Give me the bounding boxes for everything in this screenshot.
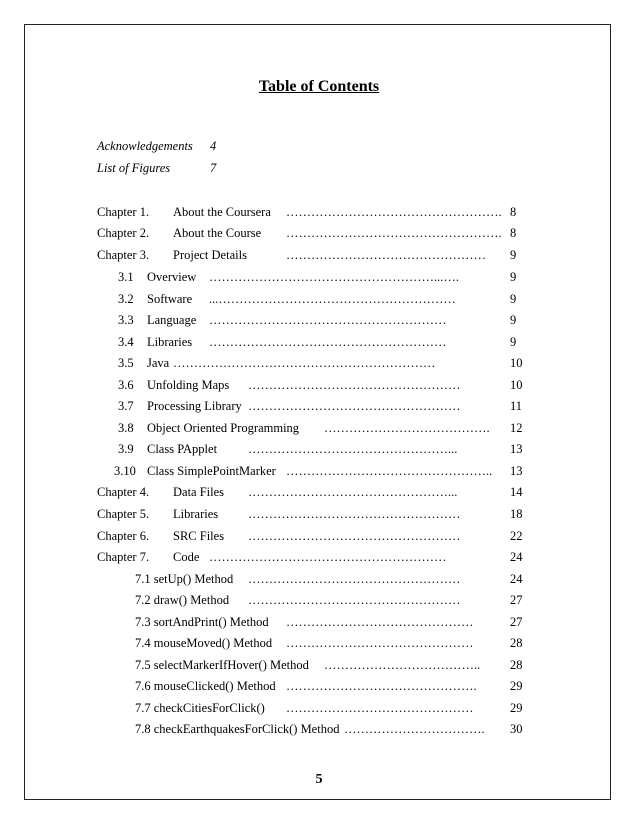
toc-entry-number: 3.2: [118, 292, 134, 306]
toc-entry-number: 3.7: [118, 399, 134, 413]
page-title: Table of Contents: [258, 78, 380, 95]
toc-entry-page: 13: [510, 464, 523, 478]
toc-entry-title: Class PApplet: [147, 442, 218, 456]
toc-entry-leader: …………………………….: [344, 722, 485, 736]
toc-entry-leader: ……………………………………………: [248, 378, 461, 392]
toc-entry-page: 9: [510, 292, 517, 306]
toc-entry-title: 7.5 selectMarkerIfHover() Method: [135, 658, 309, 672]
front-acknowledgements-page: 4: [210, 139, 217, 153]
toc-entry-title: 7.8 checkEarthquakesForClick() Method: [135, 722, 340, 736]
toc-entry-title: 7.7 checkCitiesForClick(): [135, 701, 265, 715]
toc-entry-page: 10: [510, 356, 523, 370]
toc-entry-leader: ………………………………………: [286, 636, 474, 650]
toc-entry-page: 24: [510, 572, 523, 586]
toc-entry-number: 3.8: [118, 421, 134, 435]
toc-entry-title: Overview: [147, 270, 197, 284]
toc-entry-number: Chapter 6.: [97, 529, 150, 543]
toc-entry-number: Chapter 5.: [97, 507, 150, 521]
toc-entry-number: Chapter 7.: [97, 550, 150, 564]
toc-entry-leader: …………………………………………………: [209, 313, 447, 327]
toc-entry-number: 3.4: [118, 335, 134, 349]
toc-entry-title: Class SimplePointMarker: [147, 464, 276, 478]
toc-entry-leader: ……………………………………………: [248, 593, 461, 607]
toc-entry-page: 9: [510, 335, 517, 349]
toc-entry-title: SRC Files: [173, 529, 225, 543]
toc-entry-title: Data Files: [173, 485, 225, 499]
toc-entry-leader: ………………………………………: [286, 701, 474, 715]
toc-entry-title: About the Course: [173, 226, 262, 240]
toc-entry-leader: ……………………………………………: [248, 507, 461, 521]
toc-entry-title: Object Oriented Programming: [147, 421, 300, 435]
toc-entry-leader: …………………………………………….: [286, 226, 502, 240]
toc-entry-leader: …………………………………………………: [209, 335, 447, 349]
toc-entry-page: 14: [510, 485, 523, 499]
toc-entry-title: 7.6 mouseClicked() Method: [135, 679, 276, 693]
toc-entry-leader: ……………………………………………: [248, 572, 461, 586]
toc-entry-page: 29: [510, 679, 523, 693]
toc-entry-page: 28: [510, 658, 523, 672]
toc-entry-number: 3.9: [118, 442, 134, 456]
front-acknowledgements-label: Acknowledgements: [97, 139, 193, 153]
toc-entry-page: 24: [510, 550, 523, 564]
toc-entry-page: 28: [510, 636, 523, 650]
toc-entry-number: 3.6: [118, 378, 134, 392]
toc-entry-number: 3.10: [114, 464, 136, 478]
toc-entry-page: 8: [510, 226, 517, 240]
toc-entry-page: 30: [510, 722, 523, 736]
toc-entry-leader: …………………………………………………: [209, 550, 447, 564]
toc-entry-leader: …………………………………………...: [248, 442, 458, 456]
toc-entry-title: 7.4 mouseMoved() Method: [135, 636, 273, 650]
front-figures-page: 7: [210, 161, 217, 175]
toc-entry-leader: ……………………………………….: [286, 679, 477, 693]
toc-entry-number: Chapter 1.: [97, 205, 150, 219]
toc-entry-title: Code: [173, 550, 200, 564]
toc-entry-leader: ………………………………….: [324, 421, 490, 435]
toc-entry-title: Language: [147, 313, 197, 327]
toc-entry-title: 7.3 sortAndPrint() Method: [135, 615, 269, 629]
page-number: 5: [315, 772, 323, 787]
toc-entry-leader: ……………………………………………: [248, 529, 461, 543]
toc-entry-page: 27: [510, 615, 523, 629]
toc-entry-number: Chapter 4.: [97, 485, 150, 499]
toc-entry-number: Chapter 2.: [97, 226, 150, 240]
toc-entry-number: Chapter 3.: [97, 248, 150, 262]
toc-entry-leader: ………………………………..: [324, 658, 481, 672]
toc-entry-page: 9: [510, 248, 517, 262]
toc-entry-title: Libraries: [147, 335, 193, 349]
toc-entry-title: About the Coursera: [173, 205, 271, 219]
toc-entry-number: 3.3: [118, 313, 134, 327]
toc-entry-leader: ………………………………………………………: [173, 356, 436, 370]
toc-entry-leader: …………………………………………: [286, 248, 486, 262]
toc-entry-page: 13: [510, 442, 523, 456]
toc-entry-leader: …………………………………………….: [286, 205, 502, 219]
toc-entry-page: 29: [510, 701, 523, 715]
toc-entry-title: Unfolding Maps: [147, 378, 230, 392]
toc-entry-title: Java: [147, 356, 170, 370]
toc-entry-title: Software: [147, 292, 193, 306]
toc-entry-page: 9: [510, 313, 517, 327]
toc-entry-leader: ………………………………………: [286, 615, 474, 629]
toc-entry-page: 12: [510, 421, 523, 435]
front-figures-label: List of Figures: [97, 161, 171, 175]
toc-entry-leader: ……………………………………………: [248, 399, 461, 413]
toc-entry-title: Processing Library: [147, 399, 242, 413]
toc-entry-title: Project Details: [173, 248, 247, 262]
toc-entry-page: 8: [510, 205, 517, 219]
toc-entry-page: 10: [510, 378, 523, 392]
toc-entry-page: 9: [510, 270, 517, 284]
toc-entry-title: 7.2 draw() Method: [135, 593, 230, 607]
toc-entry-title: Libraries: [173, 507, 219, 521]
toc-entry-page: 18: [510, 507, 523, 521]
toc-entry-page: 22: [510, 529, 523, 543]
toc-entry-title: 7.1 setUp() Method: [135, 572, 234, 586]
toc-entry-number: 3.1: [118, 270, 134, 284]
toc-entry-page: 27: [510, 593, 523, 607]
toc-entry-leader: ………………………………………………...….: [209, 270, 459, 284]
toc-entry-leader: …………………………………………..: [286, 464, 493, 478]
toc-entry-leader: …………………………………………...: [248, 485, 458, 499]
toc-entry-leader: ...…………………………………………………: [209, 292, 456, 306]
toc-entry-page: 11: [510, 399, 523, 413]
toc-entry-number: 3.5: [118, 356, 134, 370]
